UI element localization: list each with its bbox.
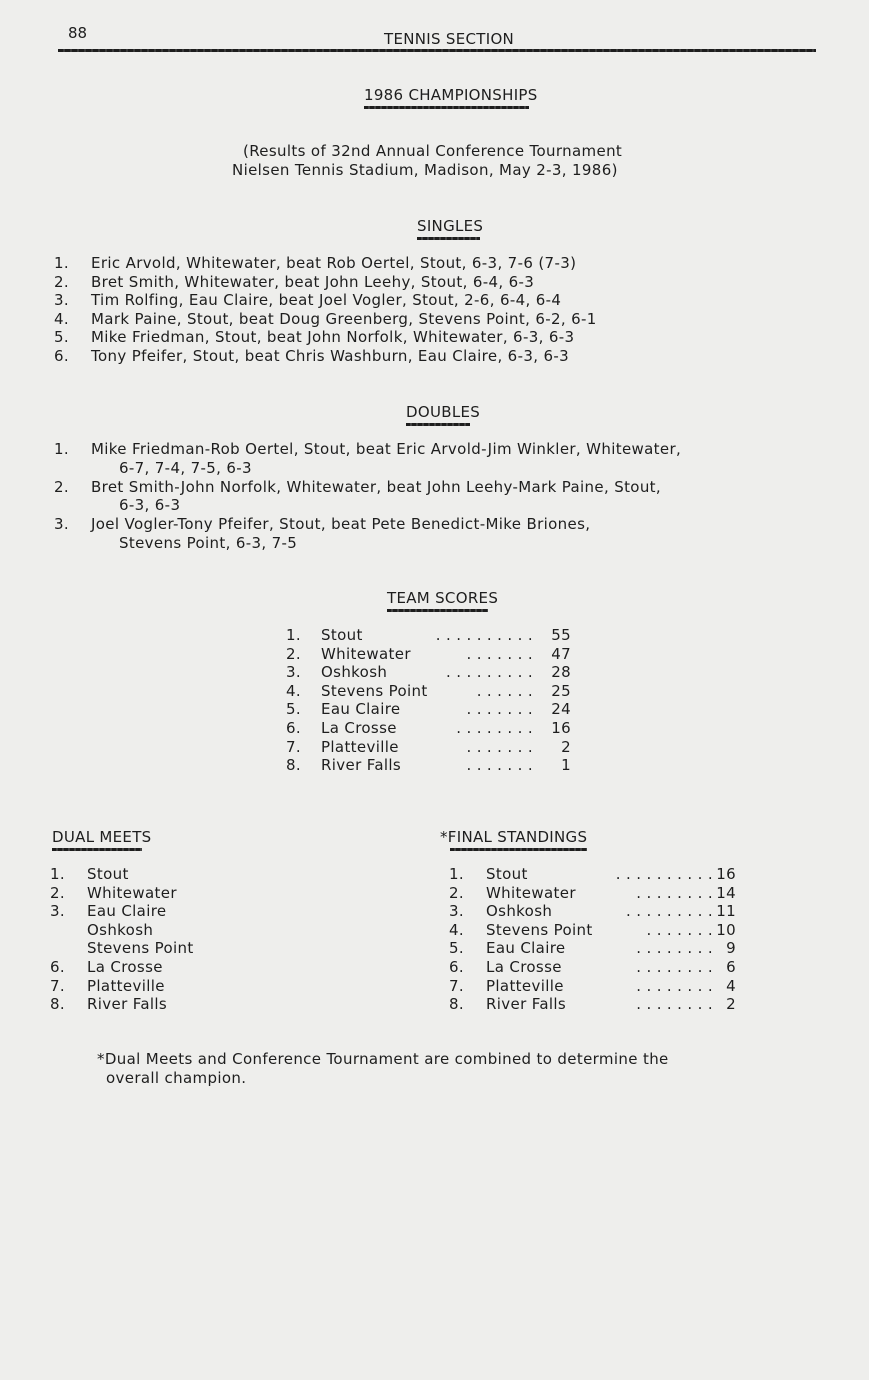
- doubles-item-number: 2.: [54, 477, 70, 496]
- standing-leader-dots: . . . . . . . .: [636, 958, 713, 976]
- standing-leader-dots: . . . . . . .: [646, 920, 713, 939]
- team-score-name: Eau Claire: [321, 700, 401, 719]
- standing-leader-dots: . . . . . . . .: [636, 995, 713, 1014]
- standing-team: Oshkosh: [486, 902, 553, 921]
- standing-team: La Crosse: [486, 958, 562, 976]
- standing-leader-dots: . . . . . . . .: [636, 976, 713, 995]
- standing-number: 4.: [449, 920, 465, 939]
- doubles-item-line-1: Mike Friedman-Rob Oertel, Stout, beat Eric Arvold-Jim Winkler, Whitewater,: [91, 440, 682, 458]
- standing-team: Eau Claire: [486, 939, 566, 958]
- dual-meets-underline: [52, 848, 142, 851]
- final-standings-heading: *FINAL STANDINGS: [440, 828, 588, 846]
- dual-meet-number: 3.: [50, 902, 66, 921]
- standing-number: 1.: [449, 865, 465, 883]
- team-score-value: 1: [561, 756, 571, 775]
- section-title: TENNIS SECTION: [384, 30, 515, 48]
- singles-item-number: 4.: [54, 309, 70, 328]
- title-underline: [364, 106, 529, 109]
- doubles-item-line-1: Bret Smith-John Norfolk, Whitewater, beat John Leehy-Mark Paine, Stout,: [91, 477, 662, 496]
- standing-number: 5.: [449, 939, 465, 958]
- singles-item-number: 6.: [54, 347, 70, 365]
- standing-number: 7.: [449, 976, 465, 995]
- standing-value: 4: [726, 976, 736, 995]
- footnote-line-2: overall champion.: [106, 1069, 247, 1087]
- subtitle-line-2: Nielsen Tennis Stadium, Madison, May 2-3, 1986): [232, 161, 618, 179]
- dual-meet-number: 6.: [50, 958, 66, 976]
- team-score-name: Stevens Point: [321, 681, 428, 700]
- final-standings-underline: [450, 848, 587, 851]
- standing-team: Stevens Point: [486, 920, 593, 939]
- page-number: 88: [68, 24, 88, 42]
- dual-meet-team: Stevens Point: [87, 939, 194, 958]
- dual-meet-team: River Falls: [87, 995, 168, 1014]
- doubles-heading: DOUBLES: [406, 403, 481, 421]
- singles-item-text: Tim Rolfing, Eau Claire, beat Joel Vogler, Stout, 2-6, 6-4, 6-4: [91, 291, 562, 310]
- team-score-leader-dots: . . . . . . .: [461, 644, 533, 663]
- doubles-item-line-2: Stevens Point, 6-3, 7-5: [119, 533, 298, 552]
- header-rule: [58, 49, 816, 52]
- standing-leader-dots: . . . . . . . . . .: [615, 865, 713, 883]
- team-score-number: 6.: [286, 719, 302, 737]
- team-score-number: 8.: [286, 756, 302, 775]
- singles-item-number: 5.: [54, 328, 70, 347]
- team-score-name: Oshkosh: [321, 663, 388, 682]
- doubles-underline: [406, 423, 470, 426]
- standing-team: River Falls: [486, 995, 567, 1014]
- dual-meet-number: 2.: [50, 883, 66, 902]
- dual-meet-team: Eau Claire: [87, 902, 167, 921]
- standing-leader-dots: . . . . . . . .: [631, 883, 713, 902]
- team-score-number: 7.: [286, 737, 302, 756]
- team-score-number: 4.: [286, 681, 302, 700]
- team-score-leader-dots: . . . . . . .: [466, 737, 533, 756]
- standing-team: Stout: [486, 865, 528, 883]
- team-score-number: 3.: [286, 663, 302, 682]
- page-title: 1986 CHAMPIONSHIPS: [364, 86, 538, 104]
- standing-leader-dots: . . . . . . . . .: [625, 902, 713, 921]
- team-score-value: 25: [551, 681, 571, 700]
- team-score-number: 1.: [286, 626, 302, 644]
- doubles-item-line-2: 6-7, 7-4, 7-5, 6-3: [119, 458, 252, 477]
- subtitle-line-1: (Results of 32nd Annual Conference Tournament: [243, 142, 623, 160]
- standing-value: 6: [726, 958, 736, 976]
- team-score-value: 2: [561, 737, 571, 756]
- team-score-value: 24: [551, 700, 571, 719]
- doubles-item-line-2: 6-3, 6-3: [119, 496, 181, 515]
- standing-value: 11: [716, 902, 736, 921]
- footnote-line-1: *Dual Meets and Conference Tournament are combined to determine the: [97, 1050, 669, 1068]
- dual-meet-team: Oshkosh: [87, 920, 154, 939]
- singles-item-text: Bret Smith, Whitewater, beat John Leehy, Stout, 6-4, 6-3: [91, 272, 535, 291]
- singles-item-text: Mike Friedman, Stout, beat John Norfolk, Whitewater, 6-3, 6-3: [91, 328, 575, 347]
- dual-meet-team: La Crosse: [87, 958, 163, 976]
- standing-number: 2.: [449, 883, 465, 902]
- dual-meets-heading: DUAL MEETS: [52, 828, 152, 846]
- team-score-value: 55: [551, 626, 571, 644]
- doubles-item-line-1: Joel Vogler-Tony Pfeifer, Stout, beat Pete Benedict-Mike Briones,: [91, 515, 591, 534]
- standing-value: 9: [726, 939, 736, 958]
- standing-team: Whitewater: [486, 883, 576, 902]
- singles-item-text: Eric Arvold, Whitewater, beat Rob Oertel, Stout, 6-3, 7-6 (7-3): [91, 254, 577, 272]
- singles-item-number: 3.: [54, 291, 70, 310]
- team-score-value: 28: [551, 663, 571, 682]
- team-score-name: La Crosse: [321, 719, 397, 737]
- team-score-name: Stout: [321, 626, 363, 644]
- singles-heading: SINGLES: [417, 217, 484, 235]
- singles-item-text: Tony Pfeifer, Stout, beat Chris Washburn, Eau Claire, 6-3, 6-3: [91, 347, 570, 365]
- team-score-name: Platteville: [321, 737, 399, 756]
- team-score-name: Whitewater: [321, 644, 411, 663]
- dual-meet-team: Whitewater: [87, 883, 177, 902]
- dual-meet-team: Stout: [87, 865, 129, 883]
- team-score-value: 16: [551, 719, 571, 737]
- doubles-item-number: 1.: [54, 440, 70, 458]
- team-score-number: 5.: [286, 700, 302, 719]
- dual-meet-number: 1.: [50, 865, 66, 883]
- standing-number: 6.: [449, 958, 465, 976]
- dual-meet-number: 8.: [50, 995, 66, 1014]
- standing-number: 3.: [449, 902, 465, 921]
- team-scores-underline: [387, 609, 488, 612]
- singles-item-text: Mark Paine, Stout, beat Doug Greenberg, Stevens Point, 6-2, 6-1: [91, 309, 597, 328]
- standing-value: 14: [716, 883, 736, 902]
- team-score-leader-dots: . . . . . . .: [466, 756, 533, 775]
- singles-underline: [417, 237, 480, 240]
- team-scores-heading: TEAM SCORES: [387, 589, 499, 607]
- doubles-item-number: 3.: [54, 515, 70, 534]
- team-score-number: 2.: [286, 644, 302, 663]
- team-score-name: River Falls: [321, 756, 402, 775]
- team-score-leader-dots: . . . . . . . . . .: [435, 626, 533, 644]
- team-score-leader-dots: . . . . . . . .: [456, 719, 533, 737]
- dual-meet-team: Platteville: [87, 976, 165, 995]
- standing-value: 10: [716, 920, 736, 939]
- standing-team: Platteville: [486, 976, 564, 995]
- singles-item-number: 1.: [54, 254, 70, 272]
- team-score-leader-dots: . . . . . .: [476, 681, 533, 700]
- singles-item-number: 2.: [54, 272, 70, 291]
- standing-leader-dots: . . . . . . . .: [631, 939, 713, 958]
- team-score-leader-dots: . . . . . . . . .: [445, 663, 533, 682]
- standing-value: 2: [726, 995, 736, 1014]
- standing-number: 8.: [449, 995, 465, 1014]
- dual-meet-number: 7.: [50, 976, 66, 995]
- team-score-leader-dots: . . . . . . .: [461, 700, 533, 719]
- team-score-value: 47: [551, 644, 571, 663]
- standing-value: 16: [716, 865, 736, 883]
